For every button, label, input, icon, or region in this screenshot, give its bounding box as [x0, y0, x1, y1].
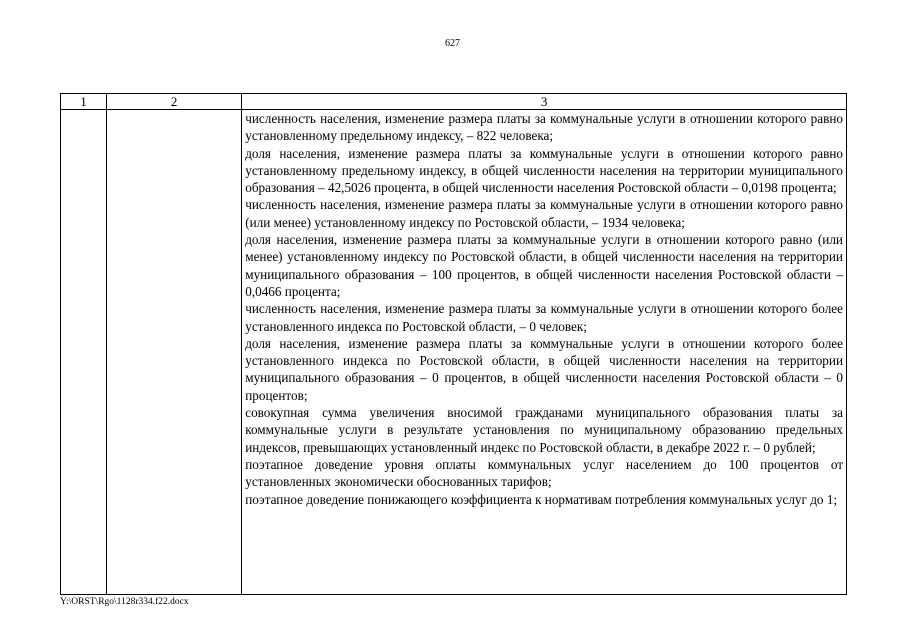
column-header-1: 1	[61, 94, 107, 110]
paragraph: доля населения, изменение размера платы за коммунальные услуги в отношении которого более установленного индекса по Ростовской области, в общей численности населения на территории муниципального образования – 0 процентов, в общей численности населения Ростовской области – 0 процентов;	[245, 335, 843, 403]
column-header-2: 2	[107, 94, 242, 110]
paragraph: доля населения, изменение размера платы за коммунальные услуги в отношении которого равно (или менее) установленному индексу по Ростовской области, в общей численности населения на территории муниципального образования – 100 процентов, в общей численности населения Ростовской области – 0,0466 процента;	[245, 232, 843, 299]
table-row	[61, 110, 847, 595]
table-cell-col3	[242, 110, 847, 595]
table-header-row	[61, 94, 847, 110]
paragraph: совокупная сумма увеличения вносимой гражданами муниципального образования платы за коммунальные услуги в результате установления по муниципальному образованию предельных индексов, превышающих установленный индекс по Ростовской области, в декабре 2022 г. – 0 рублей;	[245, 405, 843, 455]
page-number: 627	[445, 38, 460, 49]
table-cell-col1	[61, 110, 107, 595]
paragraph: поэтапное доведение понижающего коэффициента к нормативам потребления коммунальных услуг до 1;	[245, 491, 838, 507]
paragraph: численность населения, изменение размера платы за коммунальные услуги в отношении которого более установленного индекса по Ростовской области, – 0 человек;	[245, 301, 843, 334]
paragraph: доля населения, изменение размера платы за коммунальные услуги в отношении которого равно установленному предельному индексу, в общей численности населения на территории муниципального образования – 42,5026 процента, в общей численности населения Ростовской области – 0,0198 процента;	[245, 145, 843, 196]
document-table	[60, 93, 847, 595]
column-header-3: 3	[242, 94, 847, 110]
footer-file-path: Y:\ORST\Rgo\1128r334.f22.docx	[60, 597, 189, 607]
paragraph: численность населения, изменение размера платы за коммунальные услуги в отношении которого равно (или менее) установленному индексу по Ростовской области, – 1934 человека;	[245, 197, 843, 230]
paragraph: поэтапное доведение уровня оплаты коммунальных услуг населением до 100 процентов от установленных экономически обоснованных тарифов;	[245, 456, 843, 490]
table-cell-col2	[107, 110, 242, 595]
paragraph: численность населения, изменение размера платы за коммунальные услуги в отношении которого равно установленному предельному индексу, – 822 человека;	[245, 111, 843, 144]
